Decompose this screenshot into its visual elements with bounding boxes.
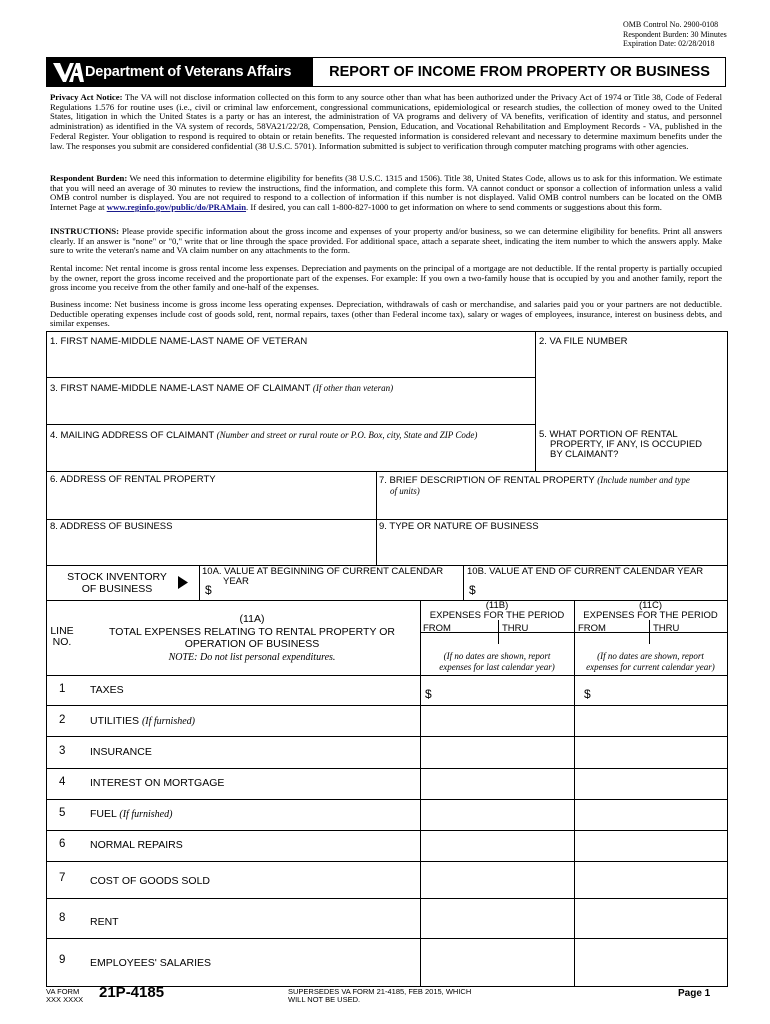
stock-value-beginning-label: 10A. VALUE AT BEGINNING OF CURRENT CALENDAR xyxy=(202,566,444,577)
stock-inventory-line-2: OF BUSINESS xyxy=(81,582,153,595)
row-label-text: NORMAL REPAIRS xyxy=(90,839,183,851)
row-label-text: RENT xyxy=(90,916,119,928)
row-label-text: FUEL xyxy=(90,808,117,820)
col-11b-header xyxy=(420,601,574,621)
rental-description-note-2: of units) xyxy=(390,486,420,496)
omb-control-number: OMB Control No. 2900-0108 xyxy=(623,20,719,29)
row-number: 5 xyxy=(59,807,66,819)
row-label-text: TAXES xyxy=(90,684,124,696)
page-number: Page 1 xyxy=(678,988,711,999)
occupied-portion-field[interactable] xyxy=(539,430,702,460)
col-11c-from[interactable]: FROM xyxy=(578,623,606,634)
occupied-portion-label-3: BY CLAIMANT? xyxy=(550,449,619,460)
claimant-name-note: (If other than veteran) xyxy=(312,383,394,393)
form-header xyxy=(46,57,726,87)
row-label xyxy=(90,684,124,696)
col-11a-number: (11A) xyxy=(239,613,265,625)
omb-respondent-burden: Respondent Burden: 30 Minutes xyxy=(623,29,727,39)
privacy-act-notice xyxy=(50,93,722,151)
va-form-label-2: XXX XXXX xyxy=(46,995,84,1004)
supersedes-note-1: SUPERSEDES VA FORM 21-4185, FEB 2015, WHICH xyxy=(288,987,472,996)
supersedes-note-2: WILL NOT BE USED. xyxy=(288,995,361,1004)
col-11c-header xyxy=(574,601,727,621)
row-number: 4 xyxy=(59,776,66,788)
respondent-burden-notice xyxy=(50,174,722,213)
col-11b-number: (11B) xyxy=(485,600,509,611)
row-number: 9 xyxy=(59,954,66,966)
stock-value-end-field[interactable]: 10B. VALUE AT END OF CURRENT CALENDAR YEAR xyxy=(467,566,704,577)
col-11a-title-2: OPERATION OF BUSINESS xyxy=(184,638,320,650)
rental-property-address-field[interactable]: 6. ADDRESS OF RENTAL PROPERTY xyxy=(50,474,216,485)
stock-value-beginning-dollar: $ xyxy=(205,583,212,597)
col-11c-note-1: (If no dates are shown, report xyxy=(597,651,704,661)
row-number: 7 xyxy=(59,872,66,884)
respondent-burden-label: Respondent Burden: xyxy=(50,173,128,183)
line-number-header xyxy=(47,626,77,648)
business-type-field[interactable]: 9. TYPE OR NATURE OF BUSINESS xyxy=(379,521,539,532)
form-grid xyxy=(46,331,728,987)
stock-value-beginning-year: YEAR xyxy=(223,576,249,587)
occupied-portion-label-1: 5. WHAT PORTION OF RENTAL xyxy=(539,429,678,440)
col-11b-note xyxy=(420,651,574,673)
respondent-burden-text: We need this information to determine eligibility for benefits (38 U.S.C. 1315 and 1506). Title 38, United States Code, allows us to ask for this information. We estimate that you will need an average of 30 minutes to review the instructions, find the information, and complete this form. VA cannot conduct or sponsor a collection of information unless a valid OMB control number is displayed. You are not required to respond to a collection of information if this number is not displayed. Valid OMB control numbers can be located on the OMB Internet Page at xyxy=(50,173,722,213)
instructions-label: INSTRUCTIONS: xyxy=(50,226,120,236)
va-seal-icon xyxy=(51,59,85,85)
business-income-note: Business income: Net business income is gross income less operating expenses. Depreciation, withdrawals of cash or merchandise, and salaries paid you or your partners are not deductible. Deductible operating expenses include cost of goods sold, rent, normal repairs, taxes (other than Federal income tax), salary or wages of employees, insurance, interest on business debts, and similar expenses. xyxy=(50,299,722,329)
va-form-label-1: VA FORM xyxy=(46,987,80,996)
claimant-address-field[interactable] xyxy=(50,430,477,441)
row-label xyxy=(90,875,210,887)
col-11a-header xyxy=(87,613,417,664)
omb-pra-link[interactable]: www.reginfo.gov/public/do/PRAMain xyxy=(106,202,247,213)
col-11c-title: EXPENSES FOR THE PERIOD xyxy=(583,610,718,621)
respondent-burden-text-end: . If desired, you can call 1-800-827-1000 to get information on where to send comments or suggestions about this form. xyxy=(246,202,662,213)
claimant-name-label: 3. FIRST NAME-MIDDLE NAME-LAST NAME OF CLAIMANT xyxy=(50,383,311,394)
line-header-2: NO. xyxy=(52,636,72,648)
row-11b-dollar[interactable]: $ xyxy=(425,687,432,701)
row-label-note: (If furnished) xyxy=(141,716,195,727)
arrow-right-icon xyxy=(178,576,188,589)
line-header-1: LINE xyxy=(50,625,74,637)
row-label-text: UTILITIES xyxy=(90,715,140,727)
row-number: 1 xyxy=(59,683,66,695)
agency-name: Department of Veterans Affairs xyxy=(85,64,292,80)
stock-value-beginning-field[interactable] xyxy=(202,567,443,587)
supersedes-note xyxy=(288,988,471,1004)
form-number: 21P-4185 xyxy=(99,984,165,1001)
col-11b-title: EXPENSES FOR THE PERIOD xyxy=(429,610,565,621)
claimant-address-label: 4. MAILING ADDRESS OF CLAIMANT xyxy=(50,430,215,441)
col-11c-note xyxy=(574,651,727,673)
rental-property-description-field[interactable] xyxy=(379,475,690,497)
occupied-portion-label-2: PROPERTY, IF ANY, IS OCCUPIED xyxy=(550,439,703,450)
stock-inventory-label xyxy=(57,572,177,595)
col-11b-from[interactable]: FROM xyxy=(423,623,451,634)
row-label xyxy=(90,839,183,851)
veteran-name-field[interactable]: 1. FIRST NAME-MIDDLE NAME-LAST NAME OF VETERAN xyxy=(50,336,308,347)
row-label xyxy=(90,715,195,727)
row-label-note: (If furnished) xyxy=(119,809,173,820)
row-label xyxy=(90,916,119,928)
col-11c-number: (11C) xyxy=(638,600,663,611)
claimant-address-note: (Number and street or rural route or P.O. Box, city, State and ZIP Code) xyxy=(216,430,478,440)
privacy-act-label: Privacy Act Notice: xyxy=(50,92,123,102)
rental-description-note-1: (Include number and type xyxy=(597,475,690,485)
row-number: 3 xyxy=(59,745,66,757)
rental-income-note: Rental income: Net rental income is gross rental income less expenses. Depreciation and payments on the principal of a mortgage are not deductible. If the rental property is partially occupied by the owner, report the gross income received and the proportionate part of the expenses. For example: If you own a two-family house that is occupied by you and another family, report the gross income you receive from the other family and one-half of the expenses. xyxy=(50,263,722,293)
col-11b-note-1: (If no dates are shown, report xyxy=(443,651,551,661)
row-label xyxy=(90,957,211,969)
omb-expiration-date: Expiration Date: 02/28/2018 xyxy=(623,39,715,48)
col-11a-title-1: TOTAL EXPENSES RELATING TO RENTAL PROPERTY OR xyxy=(109,625,395,638)
row-number: 2 xyxy=(59,714,66,726)
va-form-label xyxy=(46,988,83,1004)
rental-description-label: 7. BRIEF DESCRIPTION OF RENTAL PROPERTY xyxy=(379,475,595,486)
instructions xyxy=(50,227,722,256)
agency-banner xyxy=(47,58,313,86)
form-title: REPORT OF INCOME FROM PROPERTY OR BUSINESS xyxy=(329,64,710,80)
va-file-number-field[interactable]: 2. VA FILE NUMBER xyxy=(539,336,628,347)
instructions-text: Please provide specific information about the gross income and expenses of your property and/or business, so we can determine eligibility for benefits. Print all answers clearly. If an answer is "none" or "0," write that or line through the space provided. For additional space, attach a separate sheet, indicating the item number to which the answers apply. Make sure to write the veteran's name and VA claim number on any attachments to the form. xyxy=(50,226,722,256)
stock-inventory-line-1: STOCK INVENTORY xyxy=(67,571,167,583)
row-11c-dollar[interactable]: $ xyxy=(584,687,591,701)
row-label xyxy=(90,746,152,758)
col-11b-note-2: expenses for last calendar year) xyxy=(439,662,555,672)
col-11b-thru[interactable]: THRU xyxy=(502,623,529,634)
row-number: 6 xyxy=(59,838,66,850)
row-label xyxy=(90,777,224,789)
claimant-name-field[interactable] xyxy=(50,383,393,394)
col-11a-note: NOTE: Do not list personal expenditures. xyxy=(168,651,336,663)
row-number: 8 xyxy=(59,912,66,924)
row-label-text: EMPLOYEES' SALARIES xyxy=(90,957,212,969)
row-label-text: INSURANCE xyxy=(90,746,152,758)
row-label-text: INTEREST ON MORTGAGE xyxy=(90,777,225,789)
business-address-field[interactable]: 8. ADDRESS OF BUSINESS xyxy=(50,521,173,532)
col-11c-note-2: expenses for current calendar year) xyxy=(586,662,715,672)
col-11c-thru[interactable]: THRU xyxy=(653,623,680,634)
omb-info xyxy=(623,20,727,49)
stock-value-end-dollar: $ xyxy=(469,583,476,597)
privacy-act-text: The VA will not disclose information collected on this form to any source other than what has been authorized under the Privacy Act of 1974 or Title 38, Code of Federal Regulations 1.576 for routine uses (i.e., civil or criminal law enforcement, congressional communications, epidemiological or research studies, the collection of money owed to the United States, litigation in which the United States is a party or has an interest, the administration of VA programs and delivery of VA benefits, verification of identity and status, and personnel administration) as identified in the VA system of records, 58VA21/22/28, Compensation, Pension, Education, and Vocational Rehabilitation and Employment Records - VA, published in the Federal Register. Your obligation to respond is required to obtain or retain benefits. The requested information is considered relevant and necessary to determine maximum benefits under the law. The responses you submit are considered confidential (38 U.S.C. 5701). Information submitted is subject to verification through computer matching programs with other agencies. xyxy=(50,92,722,151)
row-label-text: COST OF GOODS SOLD xyxy=(90,875,210,887)
row-label xyxy=(90,808,172,820)
